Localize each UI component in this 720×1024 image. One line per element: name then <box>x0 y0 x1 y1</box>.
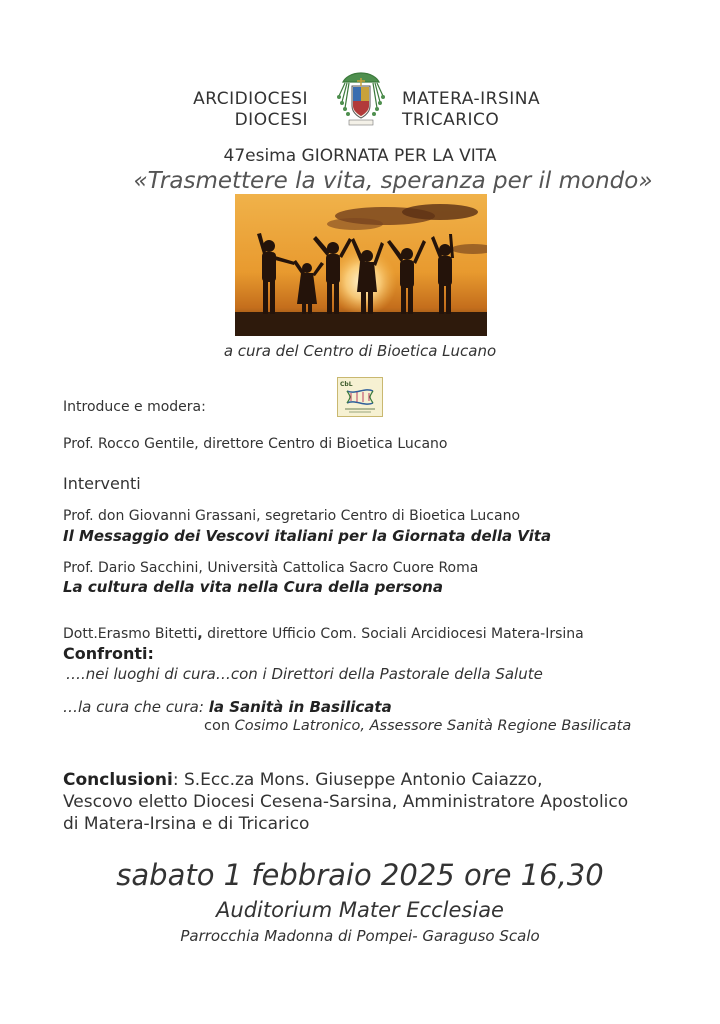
moderator-name: Prof. Rocco Gentile, direttore Centro di Bioetica Lucano <box>63 436 448 452</box>
diocese-names-left <box>150 89 308 131</box>
event-datetime: sabato 1 febbraio 2025 ore 16,30 <box>116 858 604 892</box>
speaker-3-role: direttore Ufficio Com. Sociali Arcidiocesi Matera-Irsina <box>202 626 584 642</box>
confronti-line-2-topic: la Sanità in Basilicata <box>208 698 392 716</box>
diocese-names-right <box>402 89 602 131</box>
talk-1-title: Il Messaggio dei Vescovi italiani per la Giornata della Vita <box>63 527 552 545</box>
matera-irsina-label: MATERA-IRSINA <box>402 89 541 109</box>
episcopal-coat-of-arms-icon <box>333 70 389 128</box>
bioethics-center-logo-icon <box>337 377 383 417</box>
svg-text:CbL: CbL <box>340 381 353 388</box>
curated-by-line: a cura del Centro di Bioetica Lucano <box>223 342 497 360</box>
conclusions-label: Conclusioni <box>63 770 173 790</box>
conclusions-line-3: di Matera-Irsina e di Tricarico <box>63 814 310 834</box>
event-venue: Auditorium Mater Ecclesiae <box>216 898 504 922</box>
diocese-label: DIOCESI <box>234 110 308 130</box>
confronti-line-1: ….nei luoghi di cura…con i Direttori della Pastorale della Salute <box>66 665 543 683</box>
confronti-line-2-intro: …la cura che cura: <box>63 698 209 716</box>
speaker-2: Prof. Dario Sacchini, Università Cattolica Sacro Cuore Roma <box>63 560 479 576</box>
confronti-label: Confronti: <box>63 644 154 663</box>
conclusions-block <box>63 769 628 835</box>
conclusions-text-1: : S.Ecc.za Mons. Giuseppe Antonio Caiazzo, <box>172 770 543 790</box>
conclusions-line-2: Vescovo eletto Diocesi Cesena-Sarsina, Amministratore Apostolico <box>63 792 629 812</box>
tricarico-label: TRICARICO <box>402 110 500 130</box>
event-theme: «Trasmettere la vita, speranza per il mondo» <box>133 168 653 194</box>
conclusions-line-1 <box>63 769 628 791</box>
archdiocese-label: ARCIDIOCESI <box>193 89 308 109</box>
sunset-family-photo <box>235 194 487 336</box>
talk-2-title: La cultura della vita nella Cura della persona <box>63 578 443 596</box>
confronti-line-3-with: con <box>204 718 235 734</box>
speaker-3-name: Dott.Erasmo Bitetti <box>63 626 198 642</box>
moderator-label: Introduce e modera: <box>63 399 206 415</box>
interventions-heading: Interventi <box>63 474 141 493</box>
speaker-3 <box>63 626 584 642</box>
event-title: 47esima GIORNATA PER LA VITA <box>223 146 497 166</box>
confronti-line-3 <box>204 718 631 734</box>
confronti-line-2 <box>63 698 392 716</box>
event-parish: Parrocchia Madonna di Pompei- Garaguso Scalo <box>180 927 540 945</box>
speaker-3-comma: , <box>197 626 203 642</box>
speaker-1: Prof. don Giovanni Grassani, segretario Centro di Bioetica Lucano <box>63 508 521 524</box>
confronti-line-3-guest: Cosimo Latronico, Assessore Sanità Regione Basilicata <box>234 718 632 734</box>
